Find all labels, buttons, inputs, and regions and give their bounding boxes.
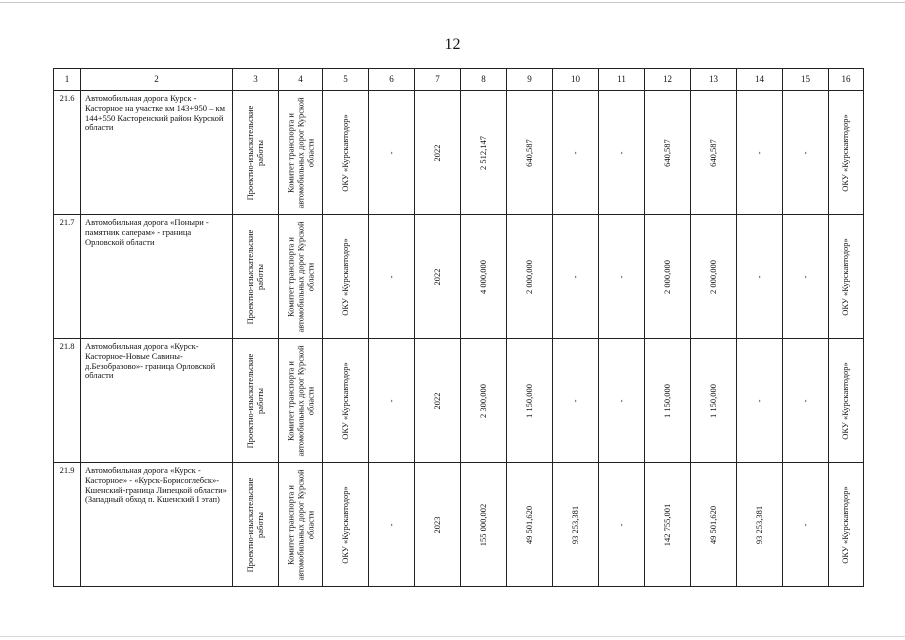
col15-value-cell <box>783 215 829 339</box>
year: 2022 <box>431 268 442 285</box>
total-cost-cell <box>461 91 507 215</box>
col14-value-cell <box>737 339 783 463</box>
col14-value: - <box>753 399 764 402</box>
table-row <box>54 339 864 463</box>
year-cell <box>415 91 461 215</box>
col6-value-cell <box>369 215 415 339</box>
col15-value-cell <box>783 463 829 587</box>
year-cell <box>415 339 461 463</box>
scan-top-edge <box>0 2 905 3</box>
col13-value-cell <box>691 339 737 463</box>
col11-value: - <box>615 275 626 278</box>
column-header-6: 6 <box>369 69 415 91</box>
col12-value-cell <box>645 463 691 587</box>
col13-value-cell <box>691 91 737 215</box>
column-header-9: 9 <box>507 69 553 91</box>
work-type: Проектно-изыскательские работы <box>244 105 265 200</box>
col9-value-cell <box>507 339 553 463</box>
col11-value-cell <box>599 215 645 339</box>
col10-value-cell <box>553 339 599 463</box>
responsible-org: ОКУ «Курскавтодор» <box>840 113 851 192</box>
total-cost: 2 512,147 <box>477 135 488 170</box>
work-type: Проектно-изыскательские работы <box>244 477 265 572</box>
customer-cell <box>279 215 323 339</box>
year: 2022 <box>431 392 442 409</box>
customer: Комитет транспорта и автомобильных дорог Курской области <box>284 221 315 333</box>
col15-value-cell <box>783 91 829 215</box>
col10-value: - <box>569 151 580 154</box>
road-name-cell: Автомобильная дорога «Курск-Касторное-Новые Савины-д.Безобразово»- граница Орловской области <box>81 339 233 463</box>
executor: ОКУ «Курскавтодор» <box>339 237 350 316</box>
work-type: Проектно-изыскательские работы <box>244 353 265 448</box>
customer-cell <box>279 339 323 463</box>
col6-value-cell <box>369 463 415 587</box>
column-header-10: 10 <box>553 69 599 91</box>
column-header-4: 4 <box>279 69 323 91</box>
customer-cell <box>279 463 323 587</box>
col10-value-cell <box>553 215 599 339</box>
column-header-8: 8 <box>461 69 507 91</box>
col12-value: 2 000,000 <box>661 259 672 294</box>
col9-value-cell <box>507 463 553 587</box>
col6-value: - <box>385 151 396 154</box>
table-row <box>54 215 864 339</box>
responsible-org-cell <box>829 339 864 463</box>
col12-value: 640,587 <box>661 138 672 167</box>
col14-value: 93 253,381 <box>753 505 764 544</box>
column-header-14: 14 <box>737 69 783 91</box>
column-header-13: 13 <box>691 69 737 91</box>
customer: Комитет транспорта и автомобильных дорог Курской области <box>284 469 315 581</box>
column-header-3: 3 <box>233 69 279 91</box>
table-row <box>54 91 864 215</box>
col12-value: 1 150,000 <box>661 383 672 418</box>
column-header-11: 11 <box>599 69 645 91</box>
col10-value-cell <box>553 91 599 215</box>
col9-value-cell <box>507 91 553 215</box>
col6-value-cell <box>369 339 415 463</box>
col11-value: - <box>615 523 626 526</box>
executor: ОКУ «Курскавтодор» <box>339 113 350 192</box>
executor: ОКУ «Курскавтодор» <box>339 361 350 440</box>
work-type-cell <box>233 339 279 463</box>
col12-value: 142 755,001 <box>661 503 672 546</box>
col13-value: 49 501,620 <box>707 505 718 544</box>
col10-value: 93 253,381 <box>569 505 580 544</box>
col13-value-cell <box>691 463 737 587</box>
column-header-5: 5 <box>323 69 369 91</box>
col9-value: 49 501,620 <box>523 505 534 544</box>
col6-value-cell <box>369 91 415 215</box>
total-cost-cell <box>461 339 507 463</box>
col14-value-cell <box>737 215 783 339</box>
col6-value: - <box>385 523 396 526</box>
col14-value: - <box>753 151 764 154</box>
table-header-row <box>54 69 864 91</box>
page-number: 12 <box>444 36 461 53</box>
col9-value-cell <box>507 215 553 339</box>
year: 2022 <box>431 144 442 161</box>
year-cell <box>415 215 461 339</box>
total-cost: 2 300,000 <box>477 383 488 418</box>
col6-value: - <box>385 399 396 402</box>
responsible-org: ОКУ «Курскавтодор» <box>840 361 851 440</box>
year-cell <box>415 463 461 587</box>
road-name-cell: Автомобильная дорога «Поныри - памятник саперам» - граница Орловской области <box>81 215 233 339</box>
col10-value-cell <box>553 463 599 587</box>
column-header-1: 1 <box>54 69 81 91</box>
work-type-cell <box>233 463 279 587</box>
column-header-12: 12 <box>645 69 691 91</box>
col11-value: - <box>615 399 626 402</box>
responsible-org-cell <box>829 463 864 587</box>
col9-value: 2 000,000 <box>523 259 534 294</box>
executor-cell <box>323 215 369 339</box>
col10-value: - <box>569 399 580 402</box>
work-type: Проектно-изыскательские работы <box>244 229 265 324</box>
projects-table <box>53 68 864 587</box>
executor-cell <box>323 463 369 587</box>
col9-value: 1 150,000 <box>523 383 534 418</box>
col14-value-cell <box>737 91 783 215</box>
executor-cell <box>323 91 369 215</box>
row-number-cell: 21.6 <box>54 91 81 215</box>
road-name-cell: Автомобильная дорога Курск - Касторное на участке км 143+950 – км 144+550 Касторенский район Курской области <box>81 91 233 215</box>
customer-cell <box>279 91 323 215</box>
col13-value: 640,587 <box>707 138 718 167</box>
col11-value: - <box>615 151 626 154</box>
col13-value: 2 000,000 <box>707 259 718 294</box>
col15-value: - <box>799 151 810 154</box>
road-name-cell: Автомобильная дорога «Курск - Касторное» - «Курск-Борисоглебск»-Кшенский-граница Липецкой области» (Западный обход п. Кшенский I этап) <box>81 463 233 587</box>
col6-value: - <box>385 275 396 278</box>
col11-value-cell <box>599 339 645 463</box>
col14-value-cell <box>737 463 783 587</box>
work-type-cell <box>233 215 279 339</box>
col12-value-cell <box>645 91 691 215</box>
column-header-16: 16 <box>829 69 864 91</box>
col14-value: - <box>753 275 764 278</box>
year: 2023 <box>431 516 442 533</box>
total-cost-cell <box>461 215 507 339</box>
col13-value: 1 150,000 <box>707 383 718 418</box>
col15-value: - <box>799 523 810 526</box>
total-cost: 4 000,000 <box>477 259 488 294</box>
table-row <box>54 463 864 587</box>
col9-value: 640,587 <box>523 138 534 167</box>
responsible-org: ОКУ «Курскавтодор» <box>840 237 851 316</box>
executor-cell <box>323 339 369 463</box>
total-cost-cell <box>461 463 507 587</box>
customer: Комитет транспорта и автомобильных дорог Курской области <box>284 345 315 457</box>
responsible-org-cell <box>829 91 864 215</box>
col15-value-cell <box>783 339 829 463</box>
row-number-cell: 21.9 <box>54 463 81 587</box>
total-cost: 155 000,002 <box>477 503 488 546</box>
col11-value-cell <box>599 91 645 215</box>
customer: Комитет транспорта и автомобильных дорог Курской области <box>284 97 315 209</box>
executor: ОКУ «Курскавтодор» <box>339 485 350 564</box>
work-type-cell <box>233 91 279 215</box>
row-number-cell: 21.7 <box>54 215 81 339</box>
scan-bottom-edge <box>0 636 905 637</box>
col12-value-cell <box>645 339 691 463</box>
col12-value-cell <box>645 215 691 339</box>
col11-value-cell <box>599 463 645 587</box>
col15-value: - <box>799 275 810 278</box>
column-header-2: 2 <box>81 69 233 91</box>
col13-value-cell <box>691 215 737 339</box>
column-header-15: 15 <box>783 69 829 91</box>
column-header-7: 7 <box>415 69 461 91</box>
row-number-cell: 21.8 <box>54 339 81 463</box>
col10-value: - <box>569 275 580 278</box>
responsible-org: ОКУ «Курскавтодор» <box>840 485 851 564</box>
responsible-org-cell <box>829 215 864 339</box>
col15-value: - <box>799 399 810 402</box>
